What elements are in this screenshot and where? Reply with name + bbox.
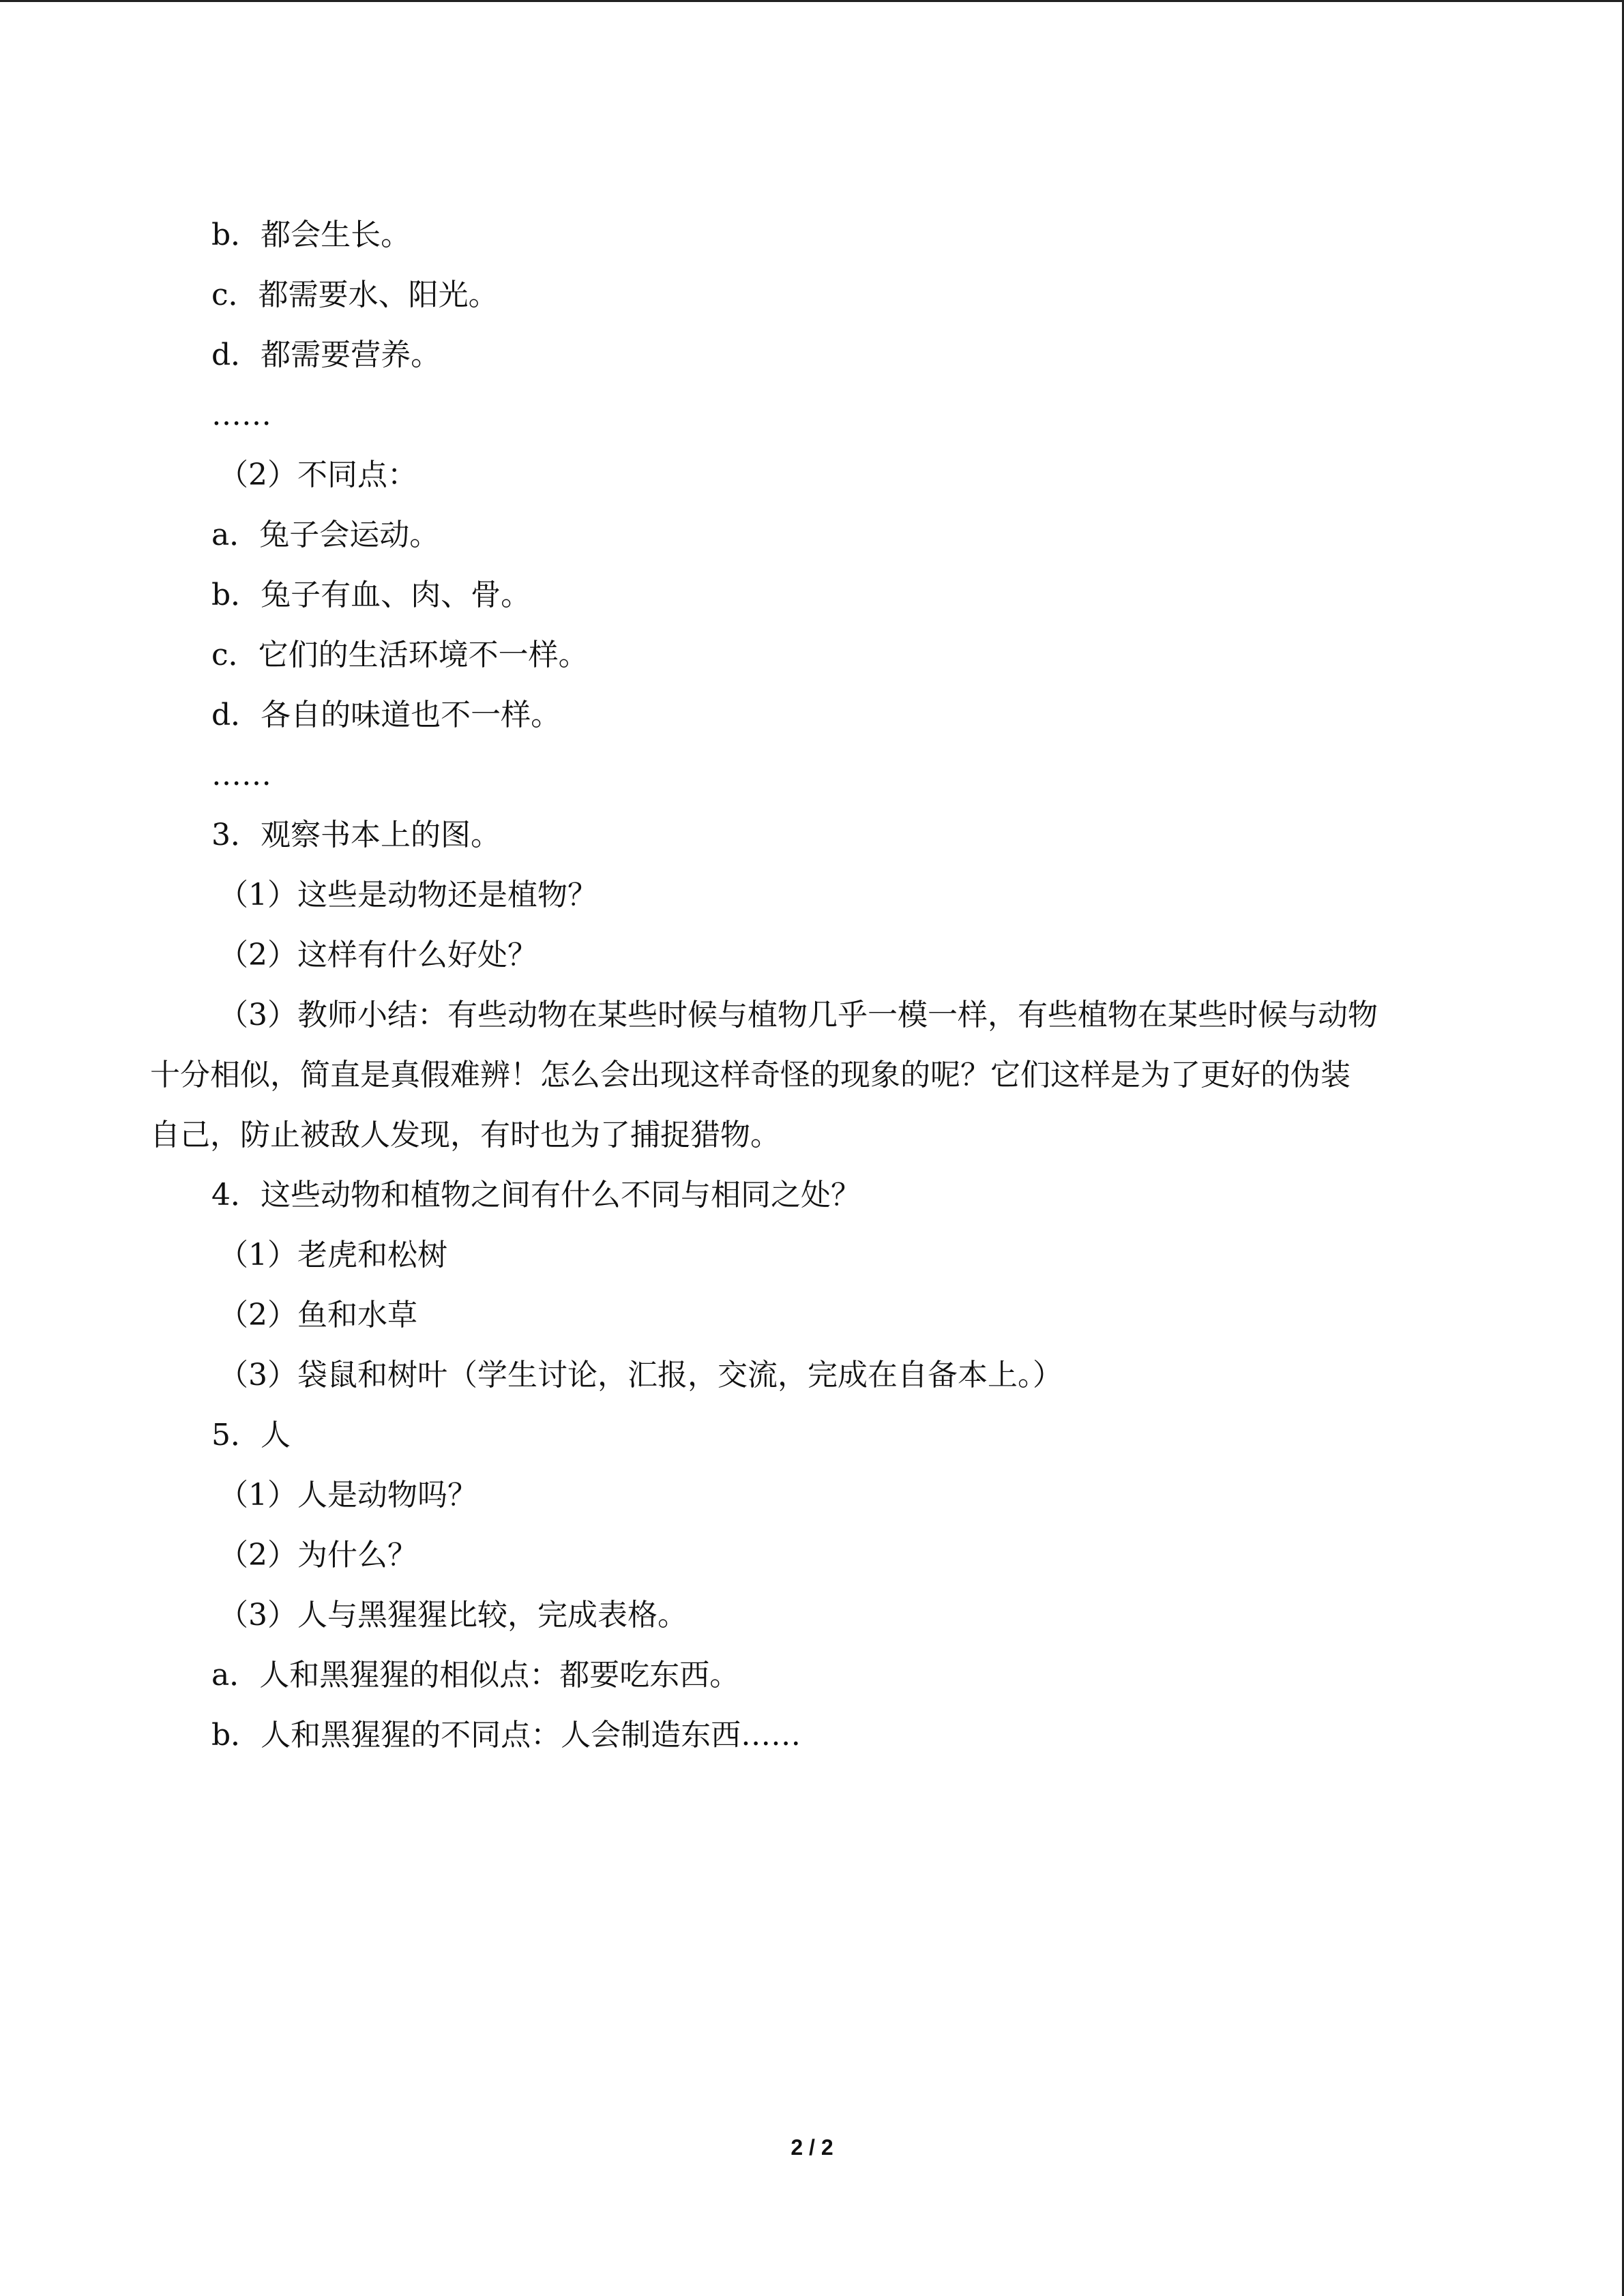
item-c-environment: c．它们的生活环境不一样。 xyxy=(211,638,589,672)
item-d-taste: d．各自的味道也不一样。 xyxy=(211,698,561,732)
ellipsis-line: …… xyxy=(211,398,271,432)
section-3-heading: 3．观察书本上的图。 xyxy=(211,818,501,852)
question-4-3: （3）袋鼠和树叶（学生讨论，汇报，交流，完成在自备本上。） xyxy=(218,1358,1063,1392)
question-5-2: （2）为什么？ xyxy=(218,1538,417,1572)
question-3-2: （2）这样有什么好处？ xyxy=(218,938,537,972)
summary-row: （3）教师小结：有些动物在某些时候与植物几乎一模一样，有些植物在某些时候与动物 xyxy=(218,998,1378,1032)
question-4-1: （1）老虎和松树 xyxy=(218,1238,447,1272)
item-b-growth: b．都会生长。 xyxy=(211,218,411,252)
item-a-similarity: a．人和黑猩猩的相似点：都要吃东西。 xyxy=(211,1658,740,1693)
question-5-1: （1）人是动物吗？ xyxy=(218,1478,477,1512)
page-number: 2 / 2 xyxy=(791,2135,833,2160)
item-c-water-sun: c．都需要水、阳光。 xyxy=(211,278,499,312)
differences-heading: （2）不同点： xyxy=(218,458,417,492)
item-d-nutrition: d．都需要营养。 xyxy=(211,338,441,372)
item-a-rabbit-moves: a．兔子会运动。 xyxy=(211,518,440,552)
teacher-summary-paragraph xyxy=(150,985,1480,1165)
item-b-difference: b．人和黑猩猩的不同点：人会制造东西…… xyxy=(211,1718,801,1753)
section-4-heading: 4．这些动物和植物之间有什么不同与相同之处？ xyxy=(211,1178,861,1212)
section-5-heading: 5．人 xyxy=(211,1418,291,1452)
summary-row: 自己，防止被敌人发现，有时也为了捕捉猎物。 xyxy=(150,1118,780,1152)
ellipsis-line: …… xyxy=(211,758,271,792)
document-body xyxy=(150,205,1480,1765)
summary-row: 十分相似，简直是真假难辨！怎么会出现这样奇怪的现象的呢？它们这样是为了更好的伪装 xyxy=(150,1058,1350,1092)
question-5-3: （3）人与黑猩猩比较，完成表格。 xyxy=(218,1598,688,1632)
item-b-rabbit-blood: b．兔子有血、肉、骨。 xyxy=(211,578,531,612)
question-3-1: （1）这些是动物还是植物？ xyxy=(218,878,597,912)
question-4-2: （2）鱼和水草 xyxy=(218,1298,417,1332)
